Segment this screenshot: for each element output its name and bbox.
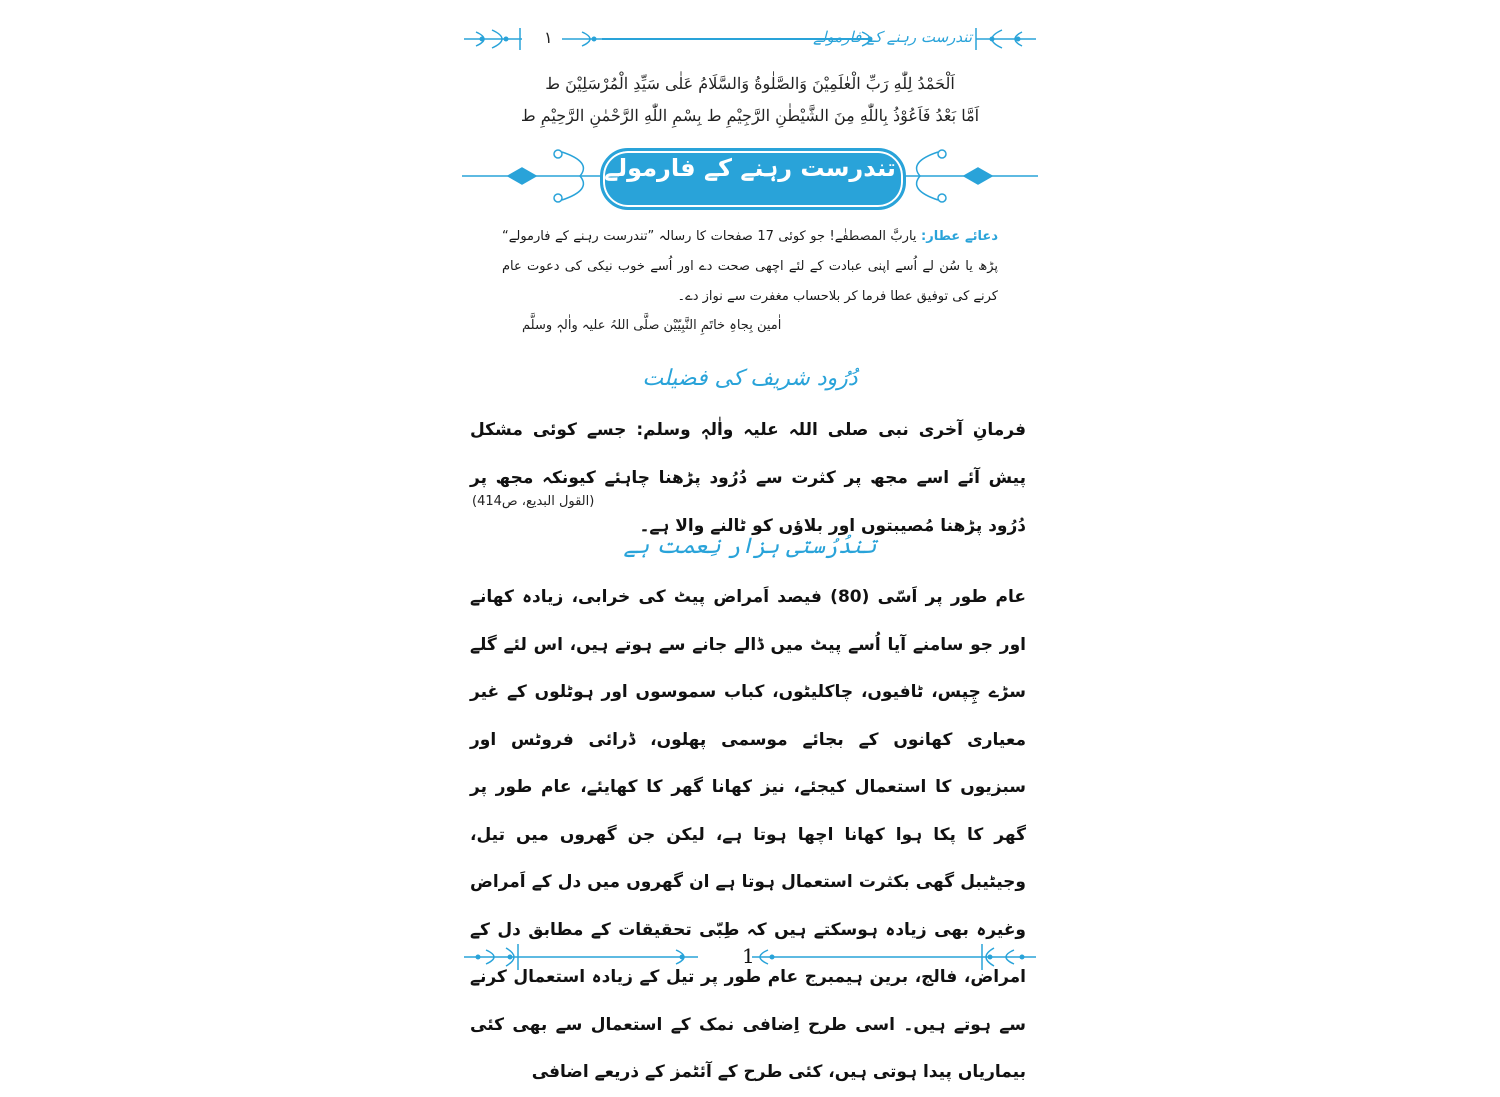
opening-praise-line: اَلْحَمْدُ لِلّٰهِ رَبِّ الْعٰلَمِیْنَ وَالصَّلٰوةُ وَالسَّلَامُ عَلٰی سَیِّدِ الْمُرْسَلِیْنَ ط [545,74,955,93]
bismillah-line: اَمَّا بَعْدُ فَاَعُوْذُ بِاللّٰهِ مِنَ الشَّیْطٰنِ الرَّجِیْمِ ط بِسْمِ اللّٰهِ الرَّحْمٰنِ الرَّحِیْمِ ط [520,106,980,125]
banner-title: تندرست رہنے کے فارمولے [604,154,896,182]
dua-paragraph [502,222,998,312]
title-banner [462,142,1038,212]
page-footer [462,942,1038,972]
ameen-line: اٰمین بِجاہِ خاتَمِ النَّبِیّیْن صلَّی اللہُ علیہ واٰلہٖ وسلَّم [522,318,782,333]
header-page-number: ۱ [544,28,553,47]
section-heading-durood: دُرُود شریف کی فضیلت [642,366,858,391]
book-page [462,18,1038,1082]
dua-text: یاربَّ المصطفٰے! جو کوئی 17 صفحات کا رسالہ ”تندرست رہنے کے فارمولے“ پڑھ یا سُن لے اُسے اپنی عبادت کے لئے اچھی صحت دے اور اُسے خوب نیکی کی دعوت عام کرنے کی توفیق عطا فرما کر بلاحساب مغفرت سے نواز دے۔ [502,229,998,304]
section-heading-health: تندُرُستی ہزار نِعمت ہے [623,534,877,559]
page-header [462,26,1038,52]
durood-paragraph: فرمانِ آخری نبی صلی اللہ علیہ واٰلہٖ وسلم: جسے کوئی مشکل پیش آئے اسے مجھ پر کثرت سے دُرُود پڑھنا چاہئے کیونکہ مجھ پر دُرُود پڑھنا مُصیبتوں اور بلاؤں کو ٹالنے والا ہے۔ [470,420,1026,536]
header-title: تندرست رہنے کے فارمولے [813,28,972,46]
dua-label: دعائے عطار: [921,229,998,244]
footer-page-number: 1 [742,944,755,968]
health-paragraph: عام طور پر اَسّی (80) فیصد اَمراض پیٹ کی خرابی، زیادہ کھانے اور جو سامنے آیا اُسے پیٹ میں ڈالے جانے سے ہوتے ہیں، اس لئے گلے سڑے چِپس، ٹافیوں، چاکلیٹوں، کباب سموسوں اور ہوٹلوں کے غیر معیاری کھانوں کے بجائے موسمی پھلوں، ڈرائی فروٹس اور سبزیوں کا استعمال کیجئے، نیز کھانا گھر کا کھایئے، عام طور پر گھر کا پکا ہوا کھانا اچھا ہوتا ہے، لیکن جن گھروں میں تیل، وجیٹیبل گھی بکثرت استعمال ہوتا ہے ان گھروں میں دل کے اَمراض وغیرہ بھی زیادہ ہوسکتے ہیں کہ طِبّی تحقیقات کے مطابق دل کے امراض، فالج، برین ہیمبرج عام طور پر تیل کے زیادہ استعمال کرنے سے ہوتے ہیں۔ اسی طرح اِضافی نمک کے استعمال سے بھی کئی بیماریاں پیدا ہوتی ہیں، کئی طرح کے آئٹمز کے ذریعے اضافی [470,587,1027,1082]
durood-reference: (القول البدیع، ص414) [472,494,595,509]
